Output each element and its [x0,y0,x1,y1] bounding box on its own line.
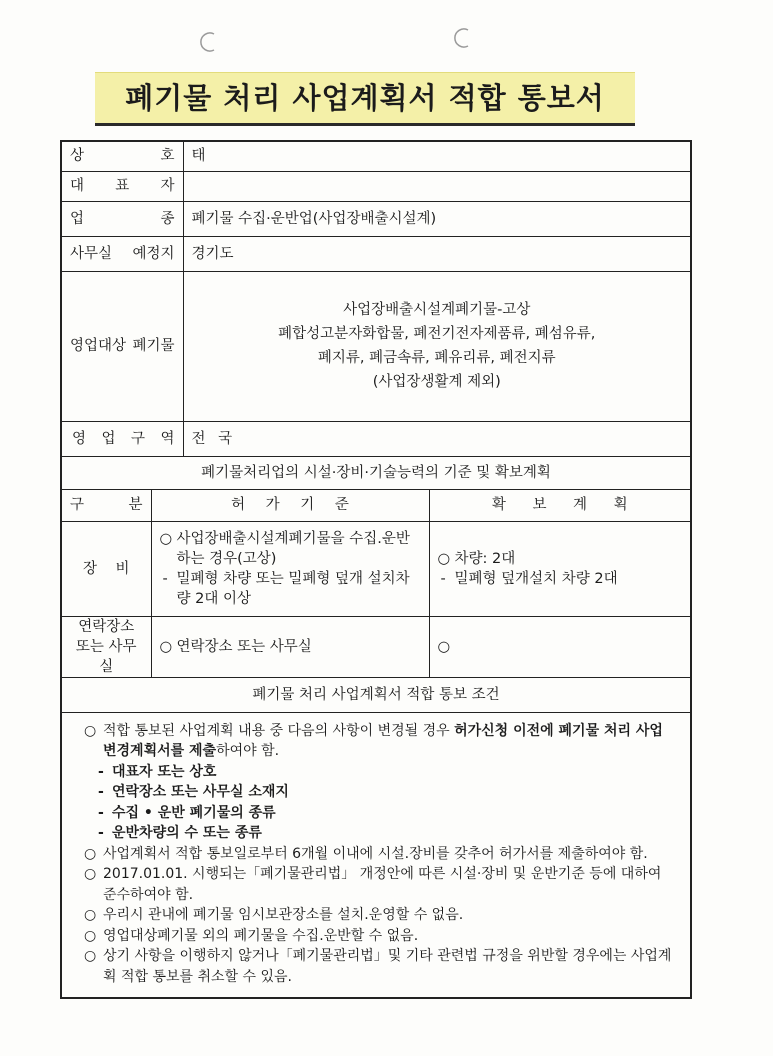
change-item [84,782,676,803]
business-area-value: 전 국 [191,430,233,447]
target-waste-label-cell [61,271,183,421]
business-type-value: 폐기물 수집·운반업(사업장배출시설계) [191,210,437,227]
representative-label-cell [61,171,183,201]
punch-hole-mark-right [450,26,474,50]
circle-bullet: ○ [159,638,173,655]
column-header-category-cell [61,489,151,521]
circle-bullet: ○ [437,638,451,655]
row-conditions-heading [61,677,691,712]
condition-text: 영업대상폐기물 외의 폐기물을 수집.운반할 수 없음. [103,927,419,944]
target-waste-list [192,298,683,394]
circle-bullet: ○ [437,550,451,567]
equipment-plan-item [438,549,683,569]
row-conditions [61,712,691,998]
condition-text: 사업계획서 적합 통보일로부터 6개월 이내에 시설.장비를 갖추어 허가서를 제출하여야 함. [103,845,648,862]
dash-bullet: - [162,570,168,587]
row-facility-heading [61,456,691,489]
row-equipment [61,521,691,616]
row-office-location [61,236,691,271]
circle-bullet: ○ [84,948,97,964]
business-area-label-cell [61,421,183,456]
condition-item [84,721,676,762]
representative-value-cell [183,171,691,201]
company-label: 상 호 [70,148,175,165]
change-item [84,762,676,783]
change-item [84,823,676,844]
condition-item [84,905,676,926]
company-value: 태 [191,148,206,165]
column-header-category: 구 분 [70,497,143,513]
facility-heading: 폐기물처리업의 시설·장비·기술능력의 기준 및 확보계획 [61,456,691,489]
dash-bullet: - [98,804,104,821]
condition-text: 상기 사항을 이행하지 않거나「폐기물관리법」및 기타 관련법 규정을 위반할 경우에는 사업계획 적합 통보를 취소할 수 있음. [103,948,672,985]
circle-bullet: ○ [159,530,173,547]
target-waste-line: 폐지류, 폐금속류, 폐유리류, 폐전지류 [317,350,556,366]
office-location-label: 사무실 예정지 [70,245,175,262]
circle-bullet: ○ [84,845,97,862]
equipment-criteria-subitem [160,569,421,609]
target-waste-line: (사업장생활계 제외) [372,374,501,390]
business-type-label: 업 종 [70,210,175,227]
dash-bullet: - [440,570,446,587]
conditions-cell [61,712,691,998]
target-waste-line: 폐합성고분자화합물, 폐전기전자제품류, 폐섬유류, [278,326,596,342]
equipment-criteria-item [160,529,421,569]
row-office [61,616,691,677]
dash-bullet: - [98,784,104,800]
row-target-waste [61,271,691,421]
office-label-line: 연락장소 [78,618,135,635]
office-location-label-cell [61,236,183,271]
circle-bullet: ○ [84,866,97,882]
change-item-text: 운반차량의 수 또는 종류 [112,825,262,841]
equipment-criteria-text: 사업장배출시설계폐기물을 수집.운반하는 경우(고상) [176,530,410,567]
office-label-cell [61,616,151,677]
representative-label: 대 표 자 [70,178,175,194]
column-header-plan: 확 보 계 획 [429,489,691,521]
change-item-text: 수집 • 운반 폐기물의 종류 [112,804,276,821]
change-item-text: 대표자 또는 상호 [112,763,217,780]
condition-item [84,844,676,865]
dash-bullet: - [98,825,104,841]
circle-bullet: ○ [84,927,97,944]
column-header-criteria: 허 가 기 준 [151,489,429,521]
business-area-value-cell [183,421,691,456]
condition-text-bold: 허가신청 이전에 폐기물 처리 사업변경계획서를 제출 [103,722,663,759]
row-company [61,141,691,171]
target-waste-value-cell [183,271,691,421]
circle-bullet: ○ [84,907,97,923]
business-area-label: 영 업 구 역 [72,430,175,447]
row-business-area [61,421,691,456]
document-title: 폐기물 처리 사업계획서 적합 통보서 [95,72,635,126]
notice-table [60,140,692,999]
office-location-value: 경기도 [191,245,234,262]
office-criteria-text: 연락장소 또는 사무실 [176,638,312,655]
equipment-plan-subtext: 밀폐형 덮개설치 차량 2대 [454,570,618,587]
row-representative [61,171,691,201]
condition-text [103,721,676,762]
conditions-list [70,713,682,997]
condition-text-after: 하여야 함. [216,743,280,759]
change-item [84,803,676,824]
company-label-cell [61,141,183,171]
change-item-text: 연락장소 또는 사무실 소재지 [112,784,289,800]
condition-item [84,926,676,947]
condition-item [84,864,676,905]
punch-hole-mark-left [196,30,220,54]
condition-item [84,946,676,987]
dash-bullet: - [98,763,104,780]
circle-bullet: ○ [84,722,97,739]
condition-text: 우리시 관내에 폐기물 임시보관장소를 설치.운영할 수 없음. [103,907,464,923]
conditions-heading: 폐기물 처리 사업계획서 적합 통보 조건 [61,677,691,712]
condition-text-before: 적합 통보된 사업계획 내용 중 다음의 사항이 변경될 경우 [103,722,455,739]
company-value-cell [183,141,691,171]
equipment-plan-cell [429,521,691,616]
row-business-type [61,201,691,236]
target-waste-label: 영업대상 폐기물 [70,338,175,354]
office-plan-cell [429,616,691,677]
office-location-value-cell [183,236,691,271]
condition-text: 2017.01.01. 시행되는「폐기물관리법」 개정안에 따른 시설·장비 및 운반기준 등에 대하여 준수하여야 함. [103,866,662,903]
equipment-label: 장 비 [61,521,151,616]
business-type-value-cell [183,201,691,236]
equipment-plan-text: 차량: 2대 [454,550,516,567]
equipment-plan-subitem [438,569,683,589]
business-type-label-cell [61,201,183,236]
office-label-line: 또는 사무실 [75,638,137,675]
equipment-criteria-subtext: 밀폐형 차량 또는 밀폐형 덮개 설치차량 2대 이상 [176,570,410,607]
equipment-criteria-cell [151,521,429,616]
row-facility-column-headers [61,489,691,521]
office-criteria-cell [151,616,429,677]
target-waste-line: 사업장배출시설계폐기물-고상 [343,302,531,318]
office-criteria-item [160,637,421,657]
